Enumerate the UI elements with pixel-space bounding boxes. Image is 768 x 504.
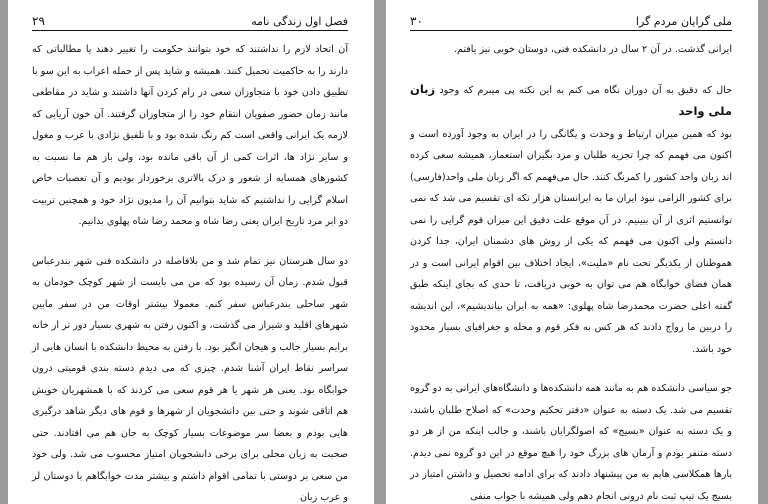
right-page	[386, 0, 758, 504]
left-page-body	[32, 39, 348, 504]
right-page-body	[410, 39, 732, 504]
chapter-title: ملی گرایان مردم گرا	[635, 15, 732, 28]
paragraph: جو سیاسی دانشکده هم به مانند همه دانشکده‌ها و دانشگاه‌های ایرانی به دو گروه تقسیم می شد. یک دسته به عنوان «دفتر تحکیم وحدت» که اصلاح طلبان باشند، و یک دسته به عنوان «بسیج» که اصولگرایان باشند، و جالب اینکه من از هر دو دسته متنفر بودم و آرمان های بزرگ خود را هیچ موقع در این دو گروه نمی دیدم. بارها همکلاسی هایم به من پیشنهاد دادند که برای ادامه تحصیل و داشتن امتیاز در بسیج یک تیپ ثبت نام درونی انجام دهم ولی همیشه با جواب منفی	[410, 383, 732, 502]
left-page-header	[32, 6, 348, 31]
left-page	[8, 0, 374, 504]
paragraph	[410, 79, 732, 124]
page-number: ۲۹	[32, 14, 45, 28]
right-page-header	[410, 6, 732, 31]
page-number: ۳۰	[410, 14, 423, 28]
chapter-title: فصل اول زندگی نامه	[251, 15, 348, 28]
paragraph: ایرانی گذشت. در آن ۲ سال در دانشکده فنی، دوستان خوبی نیز یافتم.	[453, 44, 732, 55]
bold-keyword: زبان ملی واحد	[410, 81, 732, 118]
paragraph: دو سال هنرستان نیز تمام شد و من بلافاصله در دانشکده فنی شهر بندرعباس قبول شدم. زمان آن رسیده بود که من می بایست از شهر کوچک خودمان به شهر ساحلی بندرعباس سفر کنم. معمولا بیشتر اوقات من در سفر مابین شهرهای اقلید و شیراز می گذشت، و اکنون رفتن به شهری بسیار دور تر از خانه برایم بسیار جالب و هیجان انگیز بود. با رفتن به محیط دانشکده با انسان هایی از سراسر نقاط ایران آشنا شدم. چیزی که می دیدم دسته بندی قومیتی درون خوابگاه بود. یعنی هر شهر یا هر قوم سعی می کردند که با همشهریان خویش هم اتاقی شوند و حتی بین دانشجویان از شهرها و قوم های دیگر شاهد درگیری هایی بودم و بعضا سر موضوعات بسیار کوچک به جان هم می افتادند. حتی صحبت به زبان محلی برای برخی دانشجویان امتیاز محسوب می شد. ولی خود من سعی بر دوستی با تمامی اقوام داشتم و بیشتر مدت خوابگاهم با دوستان لر و عرب زبان	[32, 255, 348, 503]
paragraph: آن اتحاد لازم را نداشتند که خود بتوانند حکومت را تغییر دهند یا مطالباتی که دارند را به حاکمیت تحمیل کنند. همیشه و شاید پس از حمله اعراب به این سو با تطبیق دادن خود با متجاوزان سعی در رام کردن آنها داشتند و شاید در مقاطعی مانند زمان حضور صفویان انتقام خود را از متجاوزان گرفتند. آن خون آریایی که لازمه یک ایرانی واقعی است کم رنگ شده بود و با تلفیق نژادی با عرب و مغول و سایر نژاد ها، اثرات کمی از آن باقی مانده بود، ولی باز هم ما نسبت به کشورهای همسایه از شعور و درک بالاتری برخوردار بودیم و آن تعصبات خاص اسلام گرایی را نداشتیم که شاید بتوانیم آن را مدیون نژاد خود و همچنین تربیت دو ابر مرد تاریخ ایران یعنی رضا شاه و محمد رضا شاه پهلوی بدانیم.	[32, 44, 348, 227]
paragraph: بود که همین میزان ارتباط و وحدت و یگانگی را در ایران به وجود آورده است و اکنون می فهمم که چرا تجزیه طلبان و مزد بگیران استعمار، همیشه سعی کرده اند زبان واحد کشور را کمرنگ کنند. حال می‌فهمم که اگر زبان ملی واحد(فارسی) برای کشور الزامی نبود ایران ما به ایرانستان هزار تکه ای تقسیم می شد که نمی توانستیم اثری از آن ببینیم. در آن موقع علت دقیق این میزان قوم گرایی را نمی دانستم ولی اکنون می فهمم که یکی از روش های دشمنان ایران، جدا کردن هموطنان از یکدیگر تحت نام «ملیت»، ایجاد اختلاف بین اقوام ایرانی است و در همان فضای خوابگاه هم می توان به خوبی دریافت، تا حدی که بجای اینکه طبق گفته اعلی حضرت محمدرضا شاه پهلوی: «همه به ایران بیاندیشیم»، این اندیشه را دربین ما رواج دادند که هر کس به فکر قوم و محله و جغرافیای بسیار محدود خود باشد.	[410, 128, 732, 355]
paragraph-lead: حال که دقیق به آن دوران نگاه می کنم به این نکته پی میبرم که وجود	[439, 84, 732, 96]
